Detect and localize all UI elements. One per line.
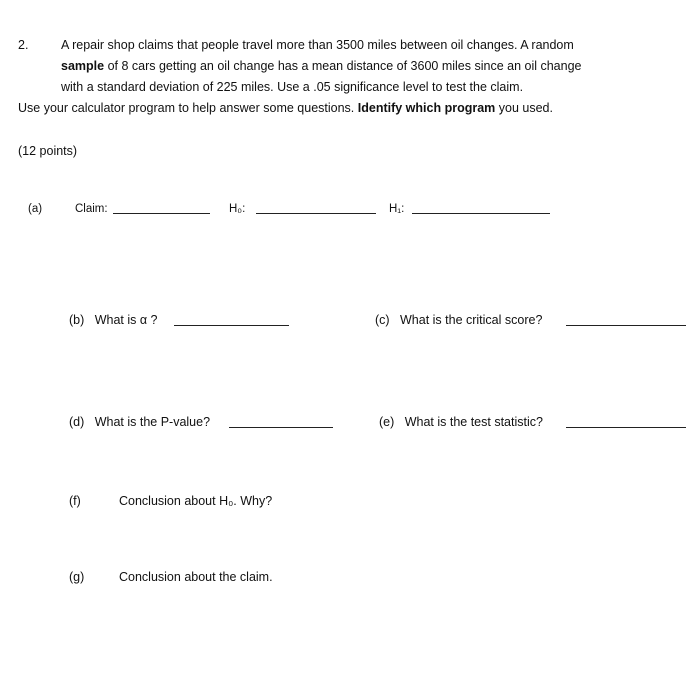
part-e-label: (e) (379, 415, 395, 429)
alpha-answer-line[interactable] (174, 325, 289, 326)
p-value-answer-line[interactable] (229, 427, 333, 428)
part-d-text: What is the P-value? (94, 415, 211, 429)
question-sample-bold: sample (61, 59, 105, 73)
claim-answer-line[interactable] (113, 213, 210, 214)
question-number: 2. (18, 38, 29, 52)
question-line-2-rest: of 8 cars getting an oil change has a mean distance of 3600 miles since an oil change (104, 59, 582, 73)
part-g-label: (g) (69, 570, 85, 584)
part-f-label: (f) (69, 494, 81, 508)
part-b (69, 313, 158, 327)
question-line-2 (61, 59, 581, 73)
part-e-text: What is the test statistic? (404, 415, 543, 429)
part-c-label: (c) (375, 313, 390, 327)
part-d (69, 415, 210, 429)
points-label: (12 points) (18, 144, 78, 158)
question-line-4-start: Use your calculator program to help answer some questions. (18, 101, 355, 115)
part-a-label: (a) (28, 203, 43, 215)
part-g-text: Conclusion about the claim. (119, 570, 273, 584)
part-f-text: Conclusion about H₀. Why? (119, 494, 273, 508)
claim-label: Claim: (75, 203, 108, 215)
test-statistic-answer-line[interactable] (566, 427, 686, 428)
question-line-1: A repair shop claims that people travel more than 3500 miles between oil changes. A random (61, 38, 574, 52)
part-e (379, 415, 543, 429)
part-b-text: What is α ? (94, 313, 158, 327)
part-b-label: (b) (69, 313, 85, 327)
question-line-4 (18, 101, 553, 115)
h1-label: H₁: (389, 203, 405, 215)
question-line-3: with a standard deviation of 225 miles. Use a .05 significance level to test the claim. (61, 80, 524, 94)
part-d-label: (d) (69, 415, 85, 429)
part-c-text: What is the critical score? (400, 313, 543, 327)
question-line-4-end: you used. (495, 101, 553, 115)
h1-answer-line[interactable] (412, 213, 550, 214)
h0-label: H₀: (229, 203, 246, 215)
part-c (375, 313, 542, 327)
critical-score-answer-line[interactable] (566, 325, 686, 326)
h0-answer-line[interactable] (256, 213, 376, 214)
question-line-4-bold: Identify which program (357, 101, 496, 115)
